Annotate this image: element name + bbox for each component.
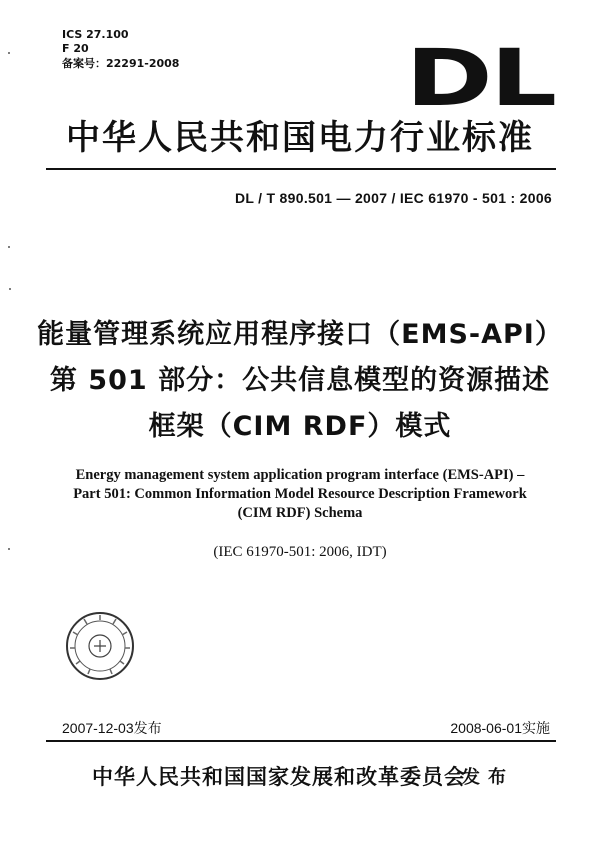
scan-speck — [8, 548, 10, 550]
iec-equivalence: (IEC 61970-501: 2006, IDT) — [213, 544, 387, 560]
scan-speck — [9, 288, 11, 290]
english-title-line-2: Part 501: Common Information Model Resource Description Framework — [73, 486, 527, 502]
chinese-title-line-3: 框架（CIM RDF）模式 — [148, 411, 452, 442]
chinese-title-line-1: 能量管理系统应用程序接口（EMS-API） — [37, 319, 563, 350]
scan-speck — [8, 52, 10, 54]
publisher-name: 中华人民共和国国家发展和改革委员会 — [92, 764, 466, 789]
record-number: 备案号：22291-2008 — [62, 57, 180, 70]
dl-logo: DL — [404, 34, 554, 124]
standard-title: 中华人民共和国电力行业标准 — [66, 118, 534, 158]
english-title-line-1: Energy management system application program interface (EMS-API) – — [75, 467, 525, 483]
classification-code: F 20 — [62, 42, 89, 55]
implementation-date: 2008-06-01实施 — [450, 720, 550, 736]
scan-speck — [8, 246, 10, 248]
seal-stamp-icon — [64, 610, 136, 682]
issue-date: 2007-12-03发布 — [62, 720, 162, 736]
bottom-divider — [46, 740, 556, 742]
english-title-line-3: (CIM RDF) Schema — [237, 505, 363, 521]
publish-label: 发布 — [462, 767, 514, 788]
standard-number: DL / T 890.501 — 2007 / IEC 61970 - 501 : 2006 — [234, 190, 552, 206]
ics-code: ICS 27.100 — [62, 28, 129, 41]
top-divider — [46, 168, 556, 170]
chinese-title-line-2: 第 501 部分：公共信息模型的资源描述 — [49, 365, 551, 396]
